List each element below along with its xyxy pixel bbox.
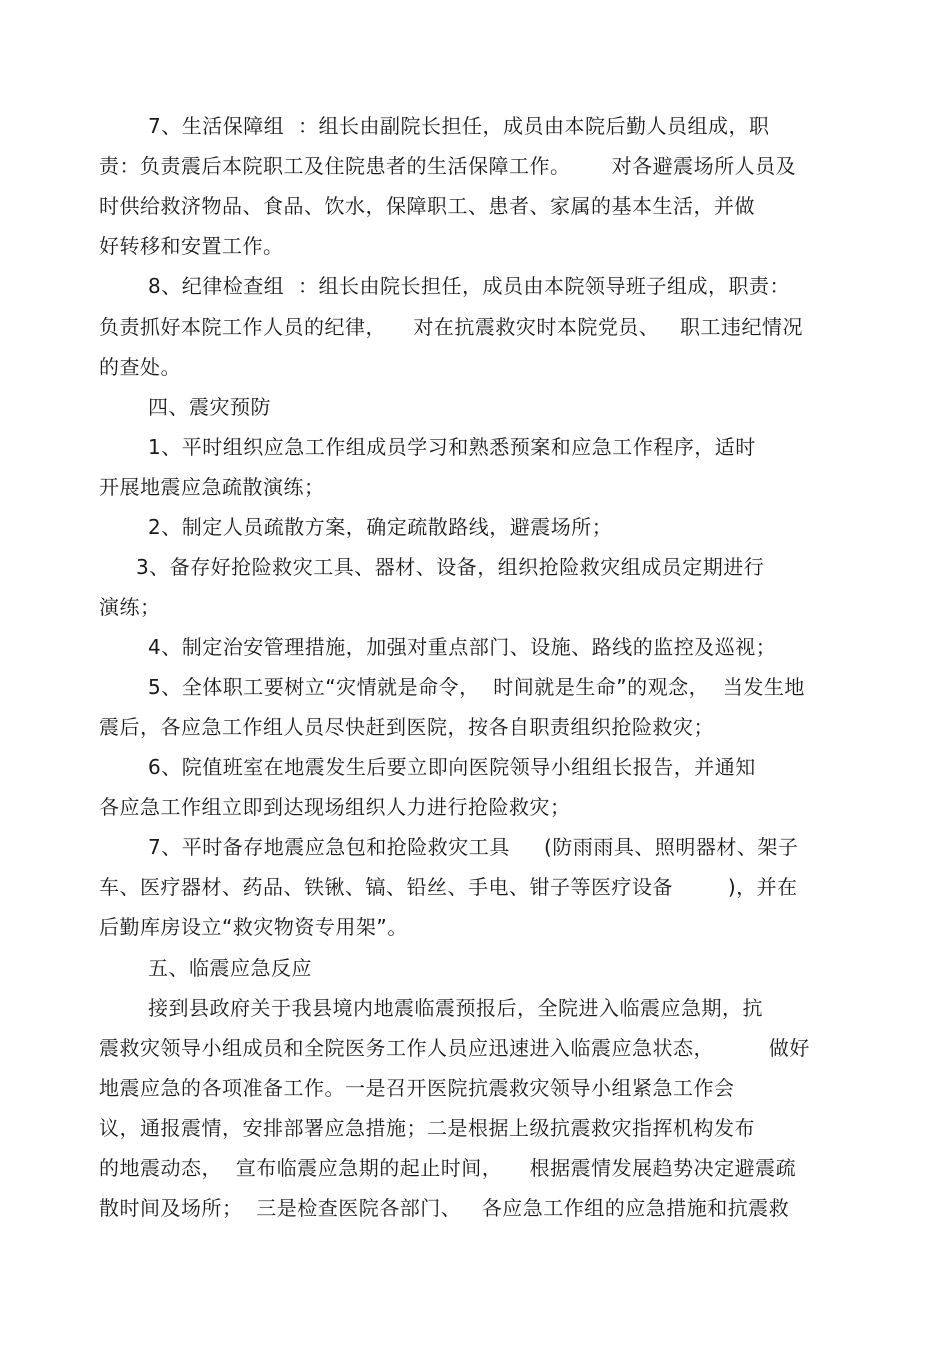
section-heading: 四、震灾预防 (148, 395, 271, 419)
text-line: 2、制定人员疏散方案，确定疏散路线，避震场所； (148, 515, 613, 539)
text-line: 各应急工作组立即到达现场组织人力进行抢险救灾； (99, 795, 571, 819)
text-line: 散时间及场所； 三是检查医院各部门、 各应急工作组的应急措施和抗震救 (99, 1196, 790, 1220)
text-line: 3、备存好抢险救灾工具、器材、设备，组织抢险救灾组成员定期进行 (136, 555, 765, 579)
text-line: 4、制定治安管理措施，加强对重点部门、设施、路线的监控及巡视； (148, 635, 777, 659)
text-line: 责：负责震后本院职工及住院患者的生活保障工作。 对各避震场所人员及 (99, 154, 797, 178)
text-line: 车、医疗器材、药品、铁锹、镐、铅丝、手电、钳子等医疗设备 )，并在 (99, 875, 798, 899)
text-line: 7、生活保障组 ：组长由副院长担任，成员由本院后勤人员组成，职 (148, 114, 770, 138)
text-line: 震救灾领导小组成员和全院医务工作人员应迅速进入临震应急状态， 做好 (99, 1036, 810, 1060)
text-line: 演练； (99, 595, 161, 619)
text-line: 好转移和安置工作。 (99, 234, 284, 258)
text-line: 时供给救济物品、食品、饮水，保障职工、患者、家属的基本生活，并做 (99, 194, 755, 218)
text-line: 开展地震应急疏散演练； (99, 475, 325, 499)
text-line: 后勤库房设立“救灾物资专用架”。 (99, 915, 408, 939)
text-line: 7、平时备存地震应急包和抢险救灾工具 (防雨雨具、照明器材、架子 (148, 835, 799, 859)
text-line: 的地震动态， 宣布临震应急期的起止时间， 根据震情发展趋势决定避震疏 (99, 1156, 797, 1180)
text-line: 6、院值班室在地震发生后要立即向医院领导小组组长报告，并通知 (148, 755, 756, 779)
text-line: 震后，各应急工作组人员尽快赶到医院，按各自职责组织抢险救灾； (99, 715, 714, 739)
section-heading: 五、临震应急反应 (148, 956, 312, 980)
text-line: 的查处。 (99, 355, 181, 379)
text-line: 8、纪律检查组 ：组长由院长担任，成员由本院领导班子组成，职责： (148, 274, 790, 298)
text-line: 议，通报震情，安排部署应急措施；二是根据上级抗震救灾指挥机构发布 (99, 1116, 755, 1140)
text-line: 1、平时组织应急工作组成员学习和熟悉预案和应急工作程序，适时 (148, 435, 756, 459)
text-line: 接到县政府关于我县境内地震临震预报后，全院进入临震应急期，抗 (148, 996, 763, 1020)
text-line: 负责抓好本院工作人员的纪律， 对在抗震救灾时本院党员、 职工违纪情况 (99, 315, 804, 339)
text-line: 5、全体职工要树立“灾情就是命令， 时间就是生命”的观念， 当发生地 (148, 675, 805, 699)
text-line: 地震应急的各项准备工作。一是召开医院抗震救灾领导小组紧急工作会 (99, 1076, 735, 1100)
